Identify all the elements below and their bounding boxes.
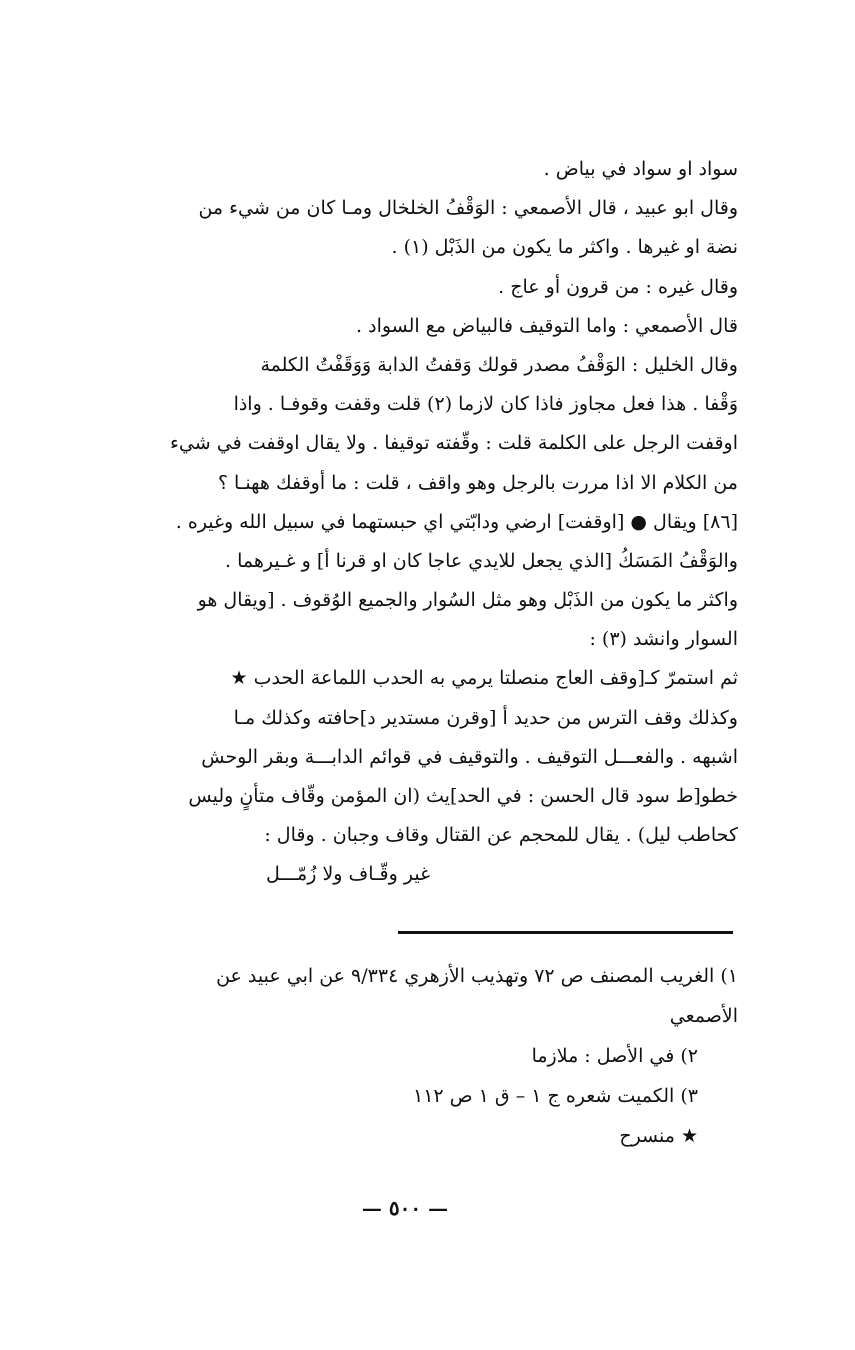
text-line: وقال ابو عبيد ، قال الأصمعي : الوَقْفُ الخلخال ومـا كان من شيء من: [198, 197, 738, 220]
footnote: ٢) في الأصل : ملازما: [531, 1045, 698, 1067]
text-line: سواد او سواد في بياض .: [543, 158, 738, 180]
text-line: اشبهه . والفعـــل التوقيف . والتوقيف في قوائم الدابـــة وبقر الوحش: [201, 745, 738, 768]
text-line: وقال الخليل : الوَقْفُ مصدر قولك وَقفتُ الدابة وَوَقَفْتُ الكلمة: [260, 353, 738, 376]
footnotes: [68, 956, 738, 1156]
footnote: ٣) الكميت شعره ج ١ – ق ١ ص ١١٢: [412, 1085, 698, 1107]
text-line: خطو[ط سود قال الحسن : في الحد]يث (ان المؤمن وقّاف متأنٍ وليس: [188, 785, 738, 807]
text-line: قال الأصمعي : واما التوقيف فالبياض مع السواد .: [356, 314, 738, 337]
footnote: ★ منسرح: [619, 1125, 698, 1147]
page-number: — ٥٠٠ —: [361, 1196, 449, 1220]
text-line: السوار وانشد (٣) :: [589, 628, 738, 651]
main-text: [68, 150, 738, 895]
text-line: واكثر ما يكون من الذَبْل وهو مثل السُوار والجميع الوُقوف . [ويقال هو: [197, 589, 738, 612]
text-line: [٨٦] ويقال ● [اوقفت] ارضي ودابّتي اي حبستهما في سبيل الله وغيره .: [175, 510, 738, 533]
text-line: نضة او غيرها . واكثر ما يكون من الذَبْل (١) .: [391, 236, 738, 259]
footnote: ١) الغريب المصنف ص ٧٢ وتهذيب الأزهري ٩/٣٣٤ عن ابي عبيد عن: [216, 965, 738, 987]
text-line: وَقْفا . هذا فعل مجاوز فاذا كان لازما (٢) قلت وقفت وقوفـا . واذا: [233, 393, 738, 416]
poetry-line: غير وقّـاف ولا زُمّـــل: [265, 863, 431, 886]
text-line: اوقفت الرجل على الكلمة قلت : وقّفته توقيفا . ولا يقال اوقفت في شيء: [170, 432, 738, 455]
text-line: كحاطب ليل) . يقال للمحجم عن القتال وقاف وجبان . وقال :: [264, 824, 738, 847]
text-line: وكذلك وقف الترس من حديد أ [وقرن مستدير د]حافته وكذلك مـا: [233, 706, 738, 729]
text-line: وقال غيره : من قرون أو عاج .: [498, 275, 738, 298]
footnote-separator: [398, 931, 733, 934]
text-line: من الكلام الا اذا مررت بالرجل وهو واقف ، قلت : ما أوقفك ههنـا ؟: [217, 471, 738, 494]
poetry-line: ثم استمرّ كـ[وقف العاج منصلتا يرمي به الحدب اللماعة الحدب ★: [230, 667, 738, 690]
text-line: والوَقْفُ المَسَكُ [الذي يجعل للايدي عاجا كان او قرنا أ] و غـيرهما .: [225, 549, 738, 572]
footnote-continuation: الأصمعي: [669, 1005, 738, 1027]
